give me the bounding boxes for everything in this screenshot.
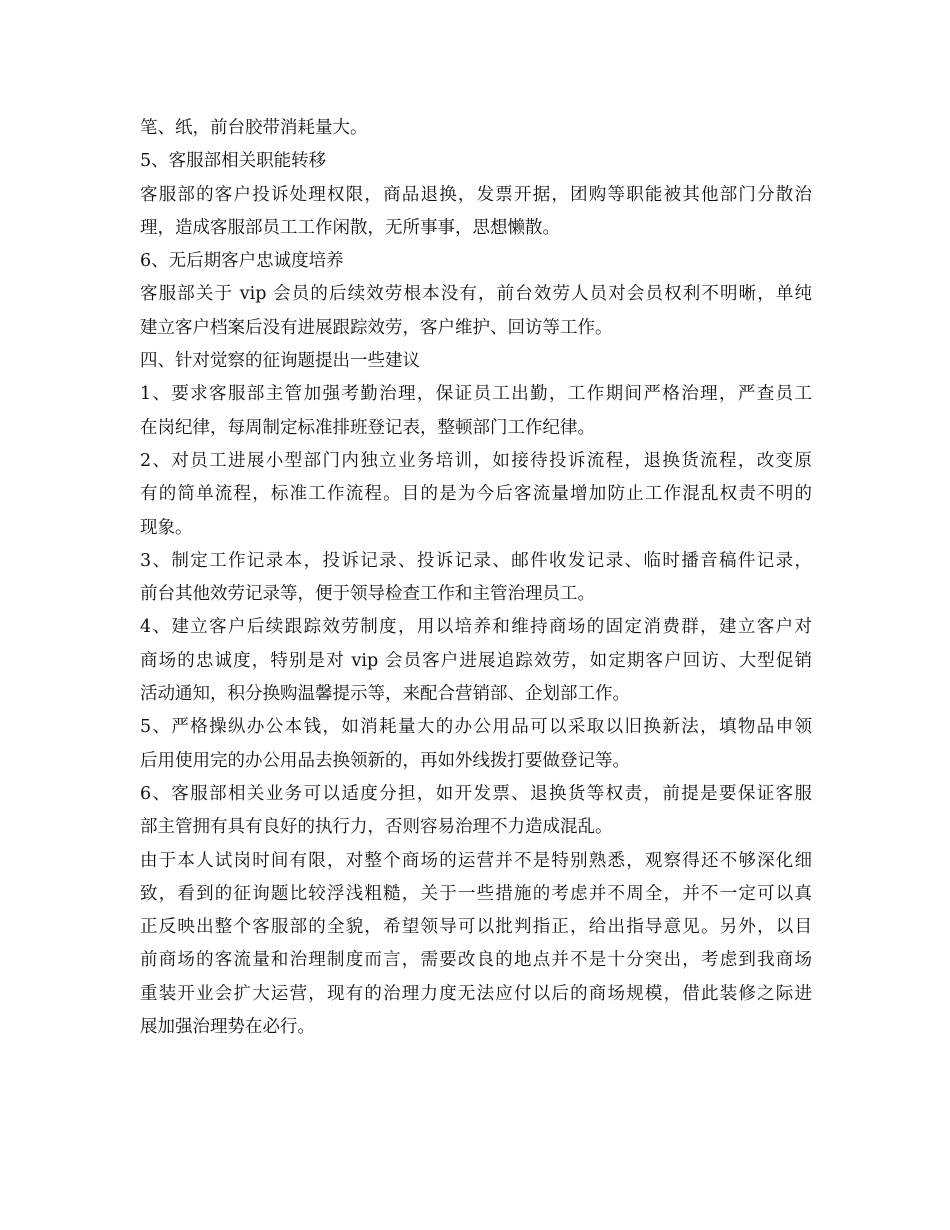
- text-line: 客服部的客户投诉处理权限，商品退换，发票开据，团购等职能被其他部门分散治: [140, 184, 812, 205]
- text-line: 有的简单流程，标准工作流程。目的是为今后客流量增加防止工作混乱权责不明的: [140, 484, 812, 505]
- text-line: 由于本人试岗时间有限，对整个商场的运营并不是特别熟悉，观察得还不够深化细: [140, 850, 812, 871]
- text-line: 重装开业会扩大运营，现有的治理力度无法应付以后的商场规模，借此装修之际进: [140, 983, 812, 1004]
- text-line: 笔、纸，前台胶带消耗量大。: [140, 118, 368, 138]
- text-line: 4、建立客户后续跟踪效劳制度，用以培养和维持商场的固定消费群，建立客户对: [140, 617, 812, 638]
- text-line: 活动通知，积分换购温馨提示等，来配合营销部、企划部工作。: [140, 684, 630, 705]
- section-heading: 5、客服部相关职能转移: [140, 151, 327, 172]
- section-heading: 四、针对觉察的征询题提出一些建议: [140, 351, 420, 372]
- text-line: 1、要求客服部主管加强考勤治理，保证员工出勤，工作期间严格治理，严查员工: [140, 384, 812, 405]
- text-line: 建立客户档案后没有进展跟踪效劳，客户维护、回访等工作。: [140, 317, 613, 338]
- text-line: 后用使用完的办公用品去换领新的，再如外线拨打要做登记等。: [140, 750, 630, 771]
- text-line: 前台其他效劳记录等，便于领导检查工作和主管治理员工。: [140, 584, 595, 605]
- text-line: 前商场的客流量和治理制度而言，需要改良的地点并不是十分突出，考虑到我商场: [140, 950, 812, 971]
- text-line: 部主管拥有具有良好的执行力，否则容易治理不力造成混乱。: [140, 817, 613, 838]
- text-line: 在岗纪律，每周制定标准排班登记表，整顿部门工作纪律。: [140, 417, 595, 438]
- section-heading: 6、无后期客户忠诚度培养: [140, 251, 344, 272]
- document-body: [140, 112, 812, 1044]
- text-line: 致，看到的征询题比较浮浅粗糙，关于一些措施的考虑并不周全，并不一定可以真: [140, 883, 812, 904]
- text-line: 商场的忠诚度，特别是对 vip 会员客户进展追踪效劳，如定期客户回访、大型促销: [140, 650, 812, 671]
- text-line: 现象。: [140, 517, 193, 538]
- text-line: 6、客服部相关业务可以适度分担，如开发票、退换货等权责，前提是要保证客服: [140, 783, 812, 804]
- text-line: 展加强治理势在必行。: [140, 1017, 315, 1038]
- text-line: 5、严格操纵办公本钱，如消耗量大的办公用品可以采取以旧换新法，填物品申领: [140, 717, 812, 738]
- text-line: 2、对员工进展小型部门内独立业务培训，如接待投诉流程，退换货流程，改变原: [140, 450, 812, 471]
- text-line: 正反映出整个客服部的全貌，希望领导可以批判指正，给出指导意见。另外，以目: [140, 917, 812, 938]
- text-line: 客服部关于 vip 会员的后续效劳根本没有，前台效劳人员对会员权利不明晰，单纯: [140, 284, 812, 305]
- text-line: 理，造成客服部员工工作闲散，无所事事，思想懒散。: [140, 217, 560, 238]
- text-line: 3、制定工作记录本，投诉记录、投诉记录、邮件收发记录、临时播音稿件记录，: [140, 550, 812, 571]
